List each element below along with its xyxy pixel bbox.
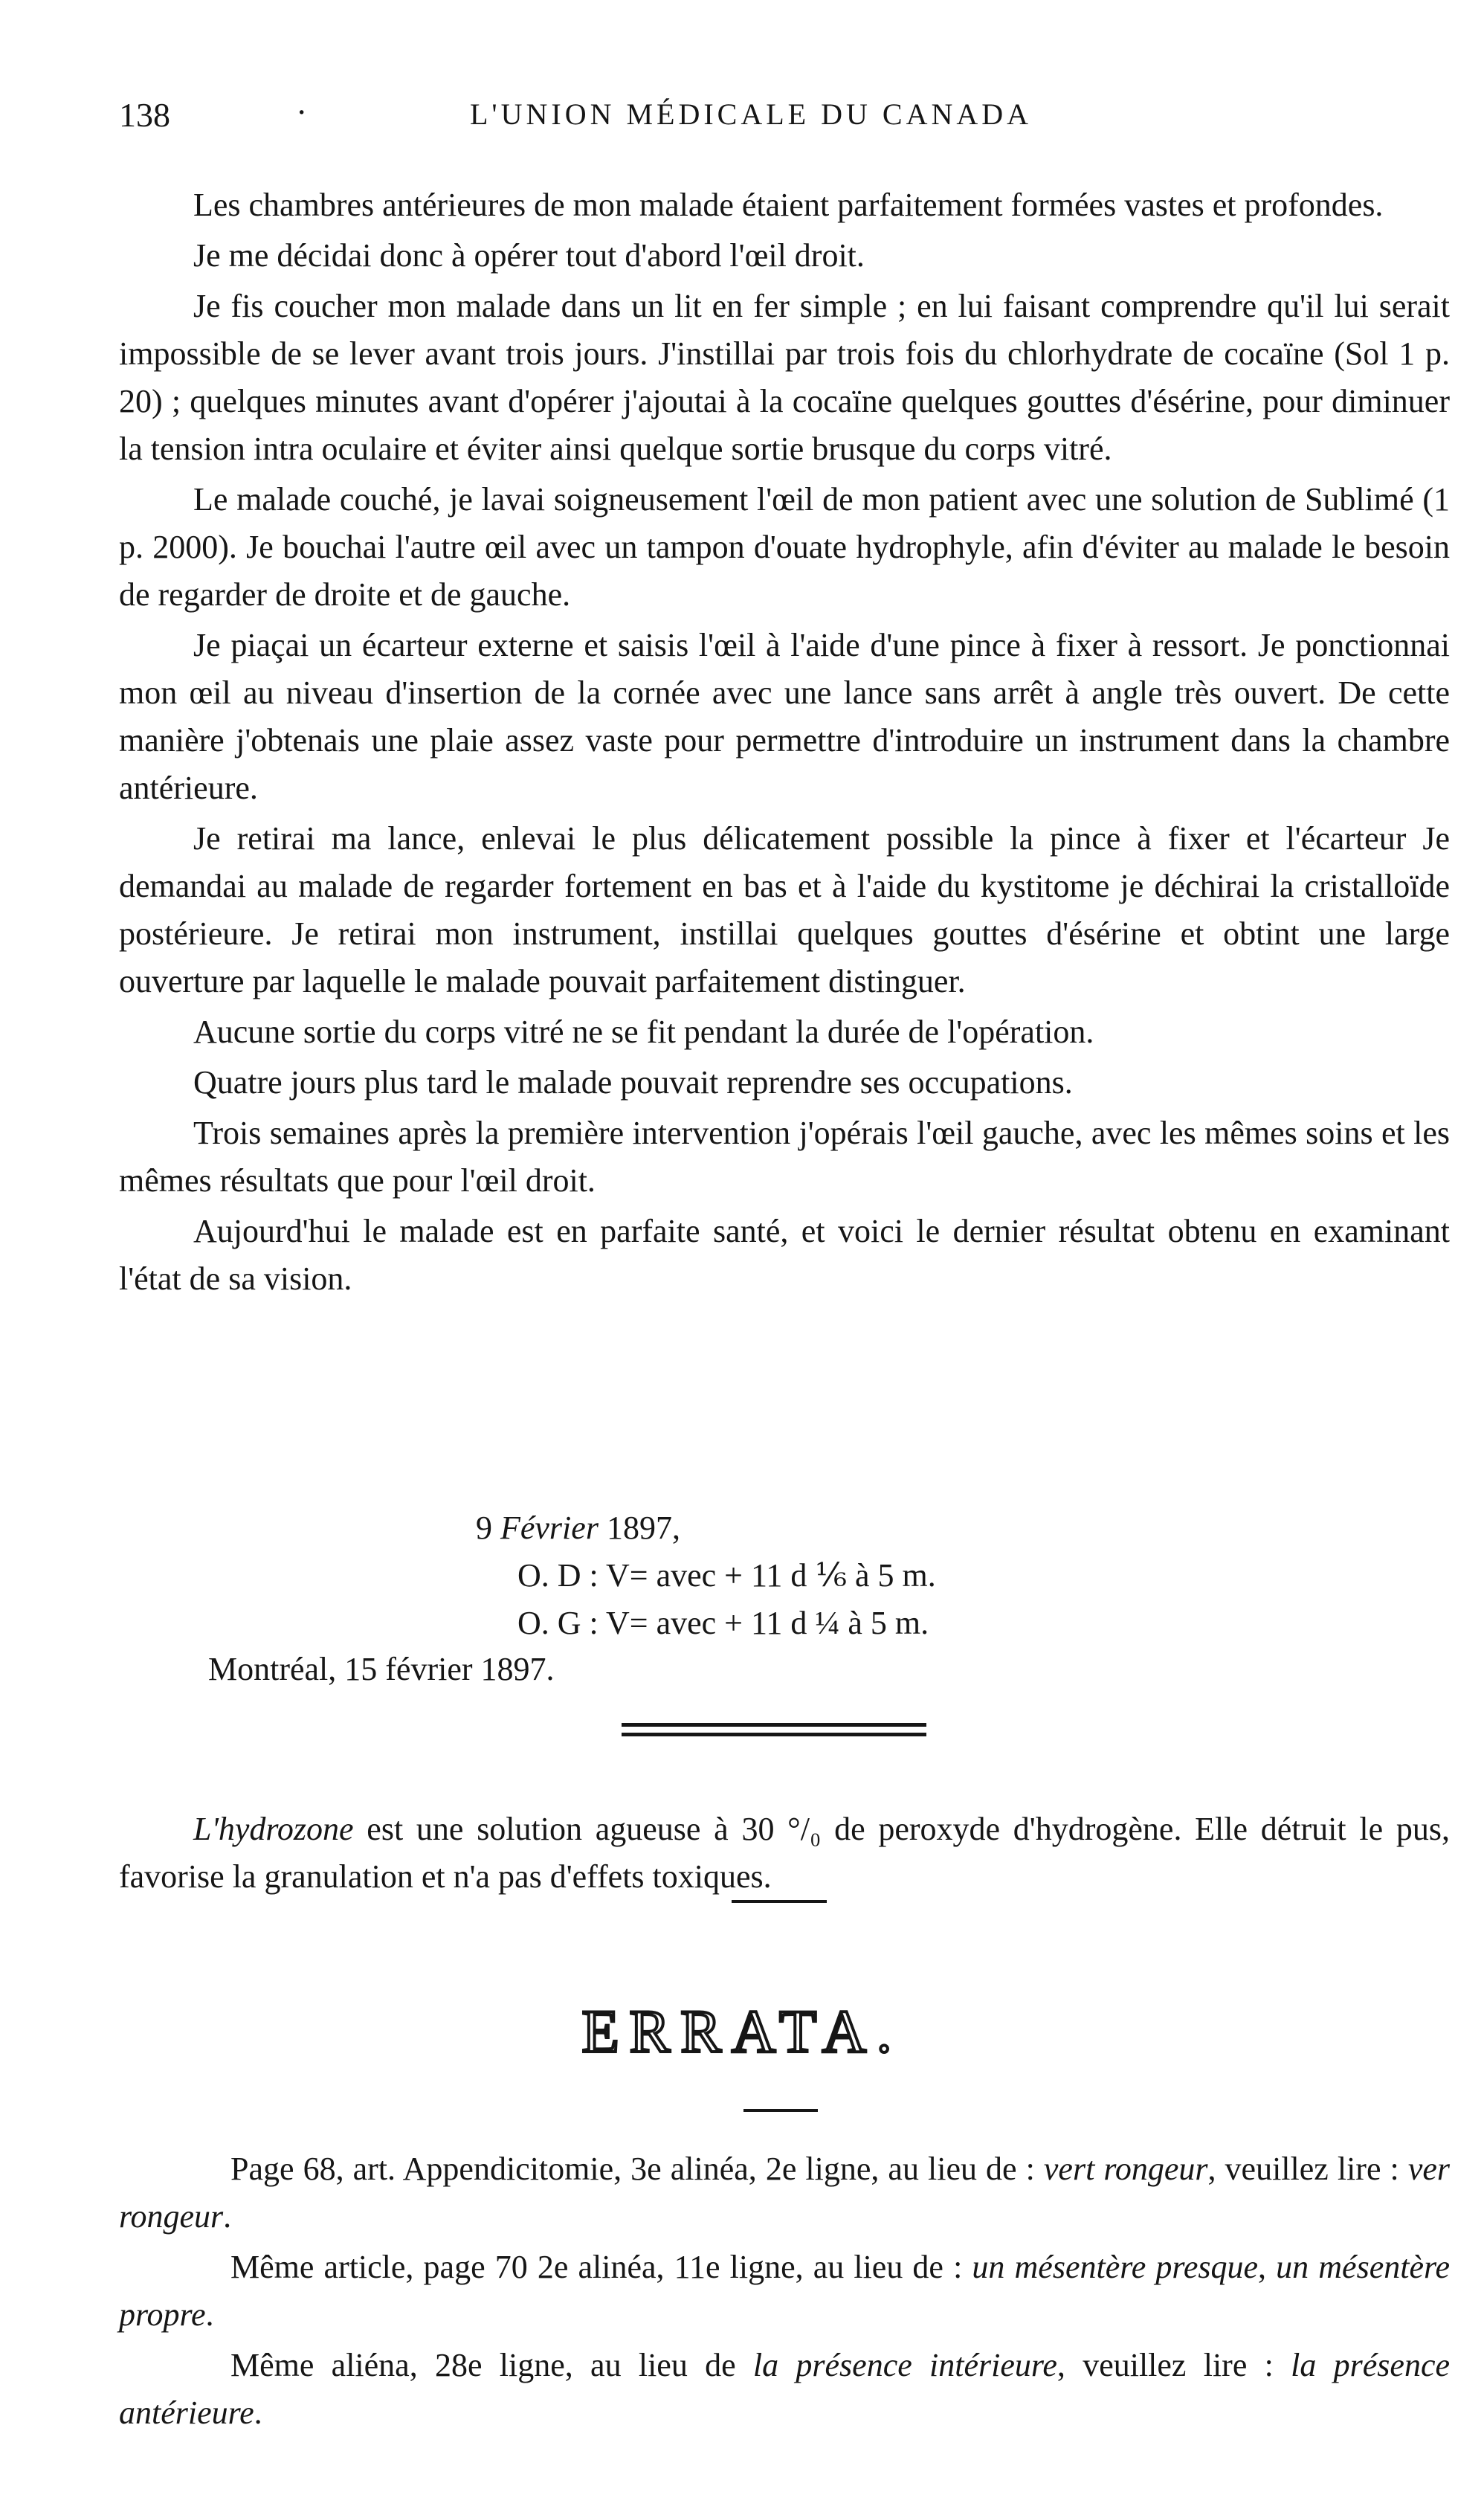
paragraph: Je me décidai donc à opérer tout d'abord l'œil droit. (193, 237, 865, 274)
vision-left-eye: O. G : V= avec + 11 d ¼ à 5 m. (517, 1605, 929, 1641)
hydrozone-note (119, 1806, 1450, 1904)
header-dot: · (296, 93, 308, 131)
errata-text: Même article, page 70 2e alinéa, 11e ligne, au lieu de : (230, 2249, 972, 2285)
page-header (119, 95, 1383, 140)
errata-entry (119, 2342, 1450, 2437)
vision-right-eye: O. D : V= avec + 11 d ⅙ à 5 m. (517, 1557, 936, 1594)
page-number: 138 (119, 96, 170, 134)
article-body (119, 181, 1450, 1306)
errata-entry (119, 2244, 1450, 2339)
errata-text: , (1258, 2249, 1277, 2285)
hydrozone-text: est une solution agueuse à 30 °/₀ de peroxyde d'hydrogène. Elle détruit le pus, favorise la granulation et n'a pas d'effets toxiques. (119, 1811, 1450, 1895)
paragraph: Trois semaines après la première intervention j'opérais l'œil gauche, avec les mêmes soins et les mêmes résultats que pour l'œil droit. (119, 1115, 1450, 1199)
paragraph: Les chambres antérieures de mon malade étaient parfaitement formées vastes et profondes. (193, 187, 1384, 223)
running-title: L'UNION MÉDICALE DU CANADA (469, 97, 1033, 131)
errata-rule (743, 2109, 818, 2112)
vision-results (476, 1504, 936, 1647)
hydrozone-term: L'hydrozone (193, 1811, 354, 1847)
signoff: Montréal, 15 février 1897. (208, 1651, 555, 1687)
errata-correct-term: un mésentère propre (119, 2249, 1450, 2333)
errata-wrong-term: vert rongeur (1043, 2151, 1208, 2187)
vision-date-month: Février (500, 1510, 599, 1546)
double-rule-top (622, 1723, 926, 1727)
errata-correct-term: ver rongeur (119, 2151, 1450, 2235)
section-rule (732, 1900, 827, 1903)
errata-text: Page 68, art. Appendicitomie, 3e alinéa, 2e ligne, au lieu de : (230, 2151, 1044, 2187)
double-rule-bottom (622, 1733, 926, 1736)
errata-entry (119, 2145, 1450, 2241)
errata-text: , veuillez lire : (1207, 2151, 1408, 2187)
paragraph: Le malade couché, je lavai soigneusement l'œil de mon patient avec une solution de Sublimé (1 p. 2000). Je bouchai l'autre œil avec un tampon d'ouate hydrophyle, afin d'éviter au malade le besoin de regarder de droite et de gauche. (119, 481, 1450, 613)
vision-date-day: 9 (476, 1510, 492, 1546)
errata-heading: ERRATA. (581, 1997, 903, 2065)
paragraph: Aucune sortie du corps vitré ne se fit pendant la durée de l'opération. (193, 1014, 1094, 1050)
paragraph: Je retirai ma lance, enlevai le plus délicatement possible la pince à fixer et l'écarteur Je demandai au malade de regarder fortement en bas et à l'aide du kystitome je déchirai la cristalloïde postérieure. Je retirai mon instrument, instillai quelques gouttes d'ésérine et obtint une large ouverture par laquelle le malade pouvait parfaitement distinguer. (119, 820, 1450, 999)
errata-wrong-term: la présence intérieure (752, 2347, 1057, 2383)
paragraph: Aujourd'hui le malade est en parfaite santé, et voici le dernier résultat obtenu en examinant l'état de sa vision. (119, 1213, 1450, 1297)
paragraph: Quatre jours plus tard le malade pouvait reprendre ses occupations. (193, 1064, 1073, 1101)
errata-text: . (223, 2198, 232, 2235)
paragraph: Je piaçai un écarteur externe et saisis l'œil à l'aide d'une pince à fixer à ressort. Je ponctionnai mon œil au niveau d'insertion de la cornée avec une lance sans arrêt à angle très ouvert. De cette manière j'obtenais une plaie assez vaste pour permettre d'introduire un instrument dans la chambre antérieure. (119, 627, 1450, 806)
errata-text: , veuillez lire : (1056, 2347, 1291, 2383)
vision-date-year: 1897, (606, 1510, 680, 1546)
hydrozone-paragraph (119, 1806, 1450, 1901)
errata-text: Même aliéna, 28e ligne, au lieu de (230, 2347, 753, 2383)
errata-list (119, 2145, 1450, 2440)
errata-correct-term: la présence antérieure (119, 2347, 1451, 2431)
errata-text: . (205, 2296, 214, 2333)
errata-wrong-term: un mésentère presque (972, 2249, 1259, 2285)
errata-text: . (254, 2394, 262, 2431)
vision-date (476, 1504, 936, 1552)
paragraph: Je fis coucher mon malade dans un lit en fer simple ; en lui faisant comprendre qu'il lui serait impossible de se lever avant trois jours. J'instillai par trois fois du chlorhydrate de cocaïne (Sol 1 p. 20) ; quelques minutes avant d'opérer j'ajoutai à la cocaïne quelques gouttes d'ésérine, pour diminuer la tension intra oculaire et éviter ainsi quelque sortie brusque du corps vitré. (119, 288, 1450, 467)
